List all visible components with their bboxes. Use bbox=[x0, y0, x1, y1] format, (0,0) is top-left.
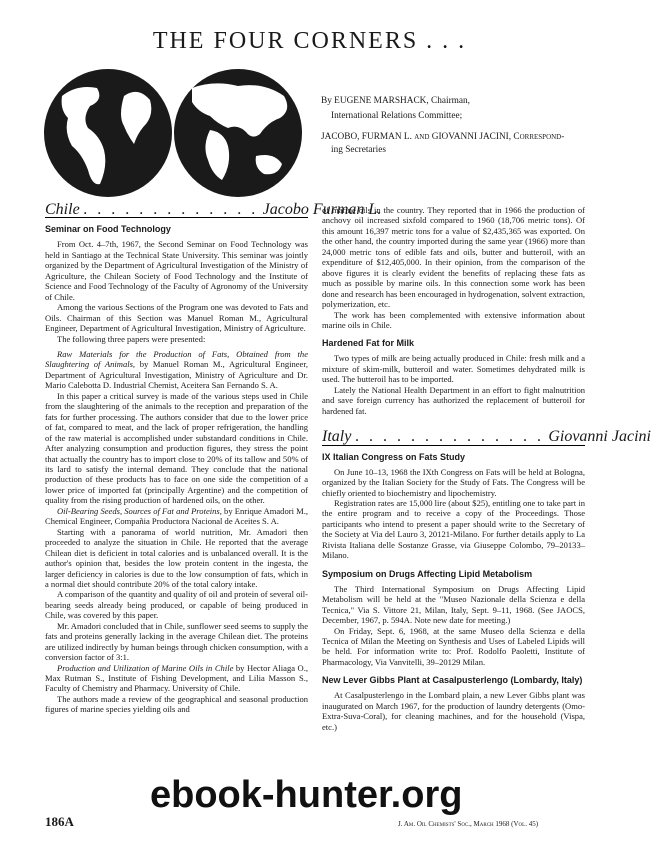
journal-footer: J. Am. Oil Chemists' Soc., March 1968 (Vol. 45) bbox=[398, 820, 539, 828]
paragraph: Mr. Amadori concluded that in Chile, sunflower seed seems to supply the fats and proteins generally lacking in the average Chilean diet. The proteins are utilized indirectly by human beings through chicken consumption, with a conversion factor of 3:1. bbox=[45, 620, 308, 663]
paragraph: The following three papers were presented: bbox=[57, 333, 206, 344]
lever-heading: New Lever Gibbs Plant at Casalpusterlengo (Lombardy, Italy) bbox=[322, 675, 583, 686]
leader-dots: . . . . . . . . . . . . . bbox=[83, 201, 259, 218]
globe-logo bbox=[42, 66, 304, 200]
paragraph: Lately the National Health Department in an effort to fight malnutrition and save foreign currency has authorized the replacement of butteroil for hardened fat. bbox=[322, 384, 585, 416]
byline-secretaries: JACOBO, FURMAN L. and GIOVANNI JACINI, Correspond- bbox=[321, 132, 565, 142]
correspondent-chile: Jacobo Furman L. bbox=[262, 201, 382, 218]
paragraph: Starting with a panorama of world nutrition, Mr. Amadori then proceeded to analyze the situation in Chile. He reported that the average Chilean diet is deficient in total calories and is unbalanced overall. It is the author's opinion that, besides the low protein content in the ingesta, the larger deficiency in calories is due to the low consumption of fats, which in a normal diet should contribute 20% of the total calory intake. bbox=[45, 526, 308, 589]
correspondent-italy: Giovanni Jacini bbox=[548, 428, 651, 446]
paper3-authors: by Hector Aliaga O., Max Rutman S., Institute of Fishing Development, and Lilia Masson S., Faculty of Chemistry and Pharmacy. University of Chile. bbox=[45, 662, 308, 694]
paper3-citation bbox=[45, 663, 308, 694]
hardened-heading: Hardened Fat for Milk bbox=[322, 338, 415, 349]
leader-dots: . . . . . . . . . . . . . . bbox=[355, 428, 545, 446]
congress-heading: IX Italian Congress on Fats Study bbox=[322, 451, 466, 462]
paragraph: On June 10–13, 1968 the IXth Congress on Fats will be held at Bologna, organized by the Italian Society for the Study of Fats. The Congress will be chiefly oriented to biochemistry and lipochemistry. bbox=[322, 466, 585, 498]
paragraph: Two types of milk are being actually produced in Chile: fresh milk and a mixture of skim-milk, butteroil and water. Sometimes dehydrated milk is used. The butteroil has to be imported. bbox=[322, 353, 585, 385]
paper2-title: Oil-Bearing Seeds, Sources of Fat and Proteins, bbox=[57, 505, 222, 516]
italy-header bbox=[322, 428, 651, 446]
byline-chairman: By EUGENE MARSHACK, Chairman, bbox=[321, 96, 471, 106]
paragraph: From Oct. 4–7th, 1967, the Second Seminar on Food Technology was held in Santiago at the Technical State University. This seminar was jointly organized by the Department of Agricultural Investigation of the Ministry of Agriculture, the Chilean Society of Food Technology and the Institute of Science and Food Technology of the Faculty of Agronomy of the University of Chile. bbox=[45, 239, 308, 302]
symposium-heading: Symposium on Drugs Affecting Lipid Metabolism bbox=[322, 568, 533, 579]
left-hemisphere bbox=[44, 69, 172, 197]
paper2-citation bbox=[45, 506, 308, 527]
country-name-chile: Chile bbox=[45, 201, 80, 218]
paragraph: A comparison of the quantity and quality of oil and protein of several oil-bearing seeds already being produced, or capable of being produced in Chile, was covered by this paper. bbox=[45, 589, 308, 621]
byline-block bbox=[321, 94, 611, 155]
byline-committee: International Relations Committee; bbox=[331, 111, 463, 121]
byline-secretaries-cont: ing Secretaries bbox=[331, 145, 386, 155]
paragraph: Registration rates are 15,000 lire (about $25), entitling one to take part in the entire program and to receive a copy of the Proceedings. Those participants who intend to present a paper should write to the Secretary of the Society at Via del Lauro 3, 20121-Milano. For further details apply to La Rivista Italiana delle Sostanze Grasse, via Giuseppe Colombo, 79–20133–Milano. bbox=[322, 497, 585, 561]
paragraph: Among the various Sections of the Program one was devoted to Fats and Oils. Chairman of this Section was Manuel Roman M., Agricultural Engineer, Department of Agricultural Investigation, Ministry of Agriculture. bbox=[45, 302, 308, 334]
seminar-heading: Seminar on Food Technology bbox=[45, 224, 171, 235]
paper1-authors: by Manuel Roman M., Agricultural Engineer, Department of Agricultural Investigation, Ministry of Agriculture and Dr. Mario Calebotta D. Industrial Chemist, Aceitera San Fernando S. A. bbox=[45, 359, 308, 391]
paper2-authors: by Enrique Amadori M., Chemical Engineer, Compañia Productora Nacional de Aceites S. A. bbox=[45, 505, 308, 527]
right-column bbox=[322, 205, 651, 732]
paragraph: The authors made a review of the geographical and seasonal production figures of marine species yielding oils and bbox=[45, 693, 308, 715]
paragraph: The Third International Symposium on Drugs Affecting Lipid Metabolism will be held at the "Museo Nazionale della Scienza e della Tecnica," Via S. Vittore 21, Milan, Italy, Sept. 9–11, 1968. (See JAOCS, December, 1967, p. 594A. Note new date for meeting.) bbox=[322, 583, 585, 626]
country-name-italy: Italy bbox=[322, 428, 352, 446]
paper1-title: Raw Materials for the Production of Fats, Obtained from the Slaughtering of Animals, bbox=[45, 348, 308, 370]
paper1-citation bbox=[45, 349, 308, 391]
paragraph: In this paper a critical survey is made of the various steps used in Chile from the slaughtering of the animals to the reception and preparation of the fats for further processing. The authors consider that due to the lower price of fat, compared to meat, and the lack of proper refrigeration, the handling of the raw material is accomplished under substandard conditions in Chile. After analyzing consumption and production figures, they stress the point that actually the country has to import close to 20% of its tallow and 50% of its lard to satisfy the internal demand. They conclude that the national production of these products has to face on one side the competition of a lower price of imported fat (principally Argentine) and the competition of quality from the rising production of hardened oils, on the other. bbox=[45, 390, 308, 506]
paragraph: The work has been complemented with extensive information about marine oils in Chile. bbox=[322, 309, 585, 330]
chile-header bbox=[45, 201, 382, 218]
paragraph: At Casalpusterlengo in the Lombard plain, a new Lever Gibbs plant was inaugurated on March 1967, for the production of laundry detergents (Omo-Extra-Suva-Coral), for cleaning machines, and for the household (Vispa, etc.) bbox=[322, 690, 585, 732]
paper3-title: Production and Utilization of Marine Oils in Chile bbox=[57, 662, 234, 673]
page-number: 186A bbox=[45, 814, 74, 829]
paragraph: On Friday, Sept. 6, 1968, at the same Museo della Scienza e della Tecnica of Milan the Meeting on Synthesis and Uses of Labeled Lipids will be held. For information write to: Prof. Rodolfo Paoletti, Institute of Pharmacology, Via Vanvitelli, 39–20129 Milan. bbox=[322, 625, 585, 667]
page-title: THE FOUR CORNERS . . . bbox=[152, 28, 467, 54]
watermark: ebook-hunter.org bbox=[150, 774, 463, 816]
paragraph: of marine oils in the country. They reported that in 1966 the production of anchovy oil increased sixfold compared to 1960 (18,706 metric tons). Of this amount 16,397 metric tons for a value of $2,435,365 was exported. On the other hand, the country imported during the same year (1966) more than 24,000 metric tons of edible fats and oils, butter and butteroil, with an expenditure of $12,405,000. In their opinion, from the comparison of the above figures it is clearly evident the benefits of replacing these fats as much as possible by marine oils. In this connection some work has been done and research has been encouraged in hydrogenation, solvent extraction, polymerization, etc. bbox=[322, 205, 585, 310]
